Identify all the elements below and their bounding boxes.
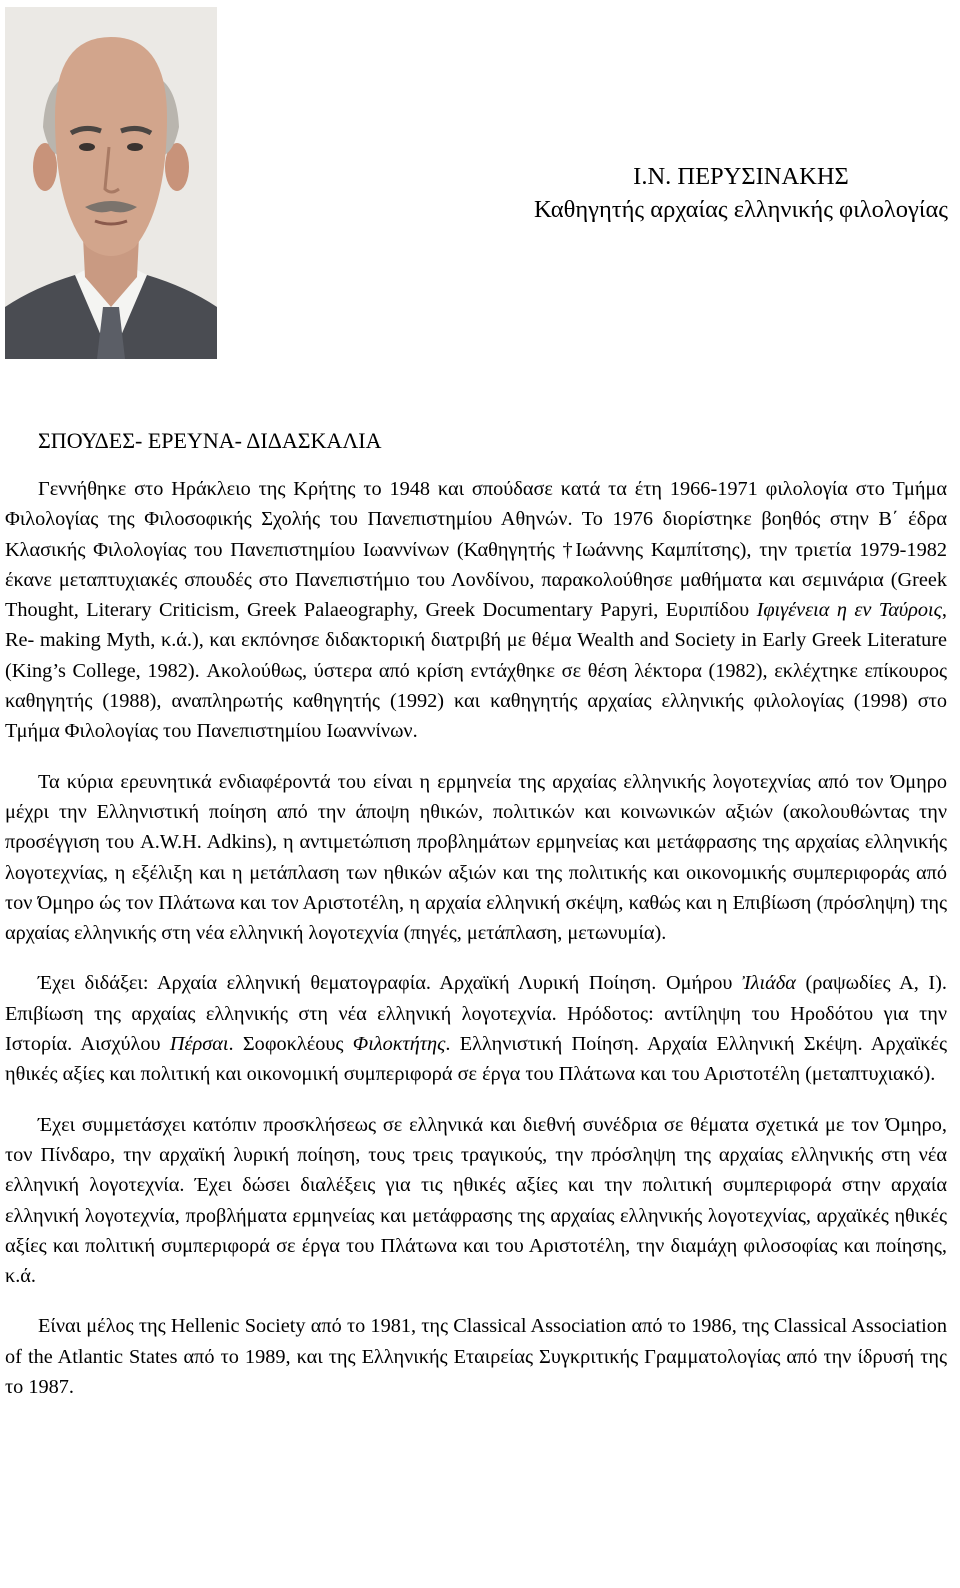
- paragraph-conferences: Έχει συμμετάσχει κατόπιν προσκλήσεως σε ελληνικά και διεθνή συνέδρια σε θέματα σχετικά με τον Όμηρο, τον Πίνδαρο, την αρχαϊκή λυρική ποίηση, τους τρεις τραγικούς, την πρόσληψη της αρχαίας ελληνικής στη νέα ελληνική λογοτεχνία. Έχει δώσει διαλέξεις για τις ηθικές αξίες και την πολιτική συμπεριφορά στην αρχαία ελληνική λογοτεχνία, προβλήματα ερμηνείας και μετάφρασης της αρχαίας ελληνικής λογοτεχνίας, αρχαϊκές ηθικές αξίες και πολιτική συμπεριφορά σε έργα του Πλάτωνα και του Αριστοτέλη, την διαμάχη φιλοσοφίας και ποίησης, κ.ά.: [5, 1113, 947, 1288]
- paragraph-studies: [5, 474, 947, 747]
- paragraph-text: (ραψωδίες Α, Ι). Επιβίωση της αρχαίας ελληνικής στη νέα ελληνική λογοτεχνία. Ηρόδοτος: αντίληψη του Ηροδότου για την Ιστορία. Αισχύλου: [5, 972, 947, 1056]
- work-title: Ἰλιάδα: [742, 972, 796, 995]
- paragraph-text: Γεννήθηκε στο Ηράκλειο της Κρήτης το 1948 και σπούδασε κατά τα έτη 1966-1971 φιλολογία στο Τμήμα Φιλολογίας της Φιλοσοφικής Σχολής του Πανεπιστημίου Αθηνών. Το 1976 διορίστηκε βοηθός στην Β΄ έδρα Κλασικής Φιλολογίας του Πανεπιστημίου Ιωαννίνων (Καθηγητής †Ιωάννης Καμπίτσης), την τριετία 1979-1982 έκανε μεταπτυχιακές σπουδές στο Πανεπιστήμιο του Λονδίνου, παρακολούθησε μαθήματα και σεμινάρια (Greek Thought, Literary Criticism, Greek Palaeography, Greek Documentary Papyri, Ευριπίδου: [5, 478, 947, 622]
- paragraph-teaching: [5, 968, 947, 1089]
- work-title: Πέρσαι: [169, 1033, 229, 1056]
- name-title-block: [534, 160, 948, 226]
- portrait-photo: [5, 7, 217, 359]
- section-heading: ΣΠΟΥΔΕΣ- ΕΡΕΥΝΑ- ΔΙΔΑΣΚΑΛΙΑ: [38, 428, 382, 453]
- biography-body: [5, 474, 947, 1422]
- paragraph-text: . Ελληνιστική Ποίηση. Αρχαία Ελληνική Σκέψη. Αρχαϊκές ηθικές αξίες και πολιτική και οικονομική συμπεριφορά σε έργα του Πλάτωνα και του Αριστοτέλη (μεταπτυχιακό).: [5, 1033, 947, 1086]
- paragraph-text: Έχει διδάξει: Αρχαία ελληνική θεματογραφία. Αρχαϊκή Λυρική Ποίηση. Ομήρου: [38, 972, 742, 995]
- paragraph-memberships: Είναι μέλος της Hellenic Society από το 1981, της Classical Association από το 1986, της Classical Association of the Atlantic States από το 1989, και της Ελληνικής Εταιρείας Συγκριτικής Γραμματολογίας από την ίδρυσή της το 1987.: [5, 1315, 947, 1399]
- person-name: Ι.Ν. ΠΕΡΥΣΙΝΑΚΗΣ: [633, 163, 849, 190]
- person-position: Καθηγητής αρχαίας ελληνικής φιλολογίας: [533, 196, 948, 223]
- portrait-illustration: [5, 7, 217, 359]
- paragraph-text: . Σοφοκλέους: [228, 1033, 353, 1056]
- paragraph-text: , Re- making Myth, κ.ά.), και εκπόνησε διδακτορική διατριβή με θέμα Wealth and Society in Early Greek Literature (King’s College, 1982). Ακολούθως, ύστερα από κρίση εντάχθηκε σε θέση λέκτορα (1982), εκλέχτηκε επίκουρος καθηγητής (1988), αναπληρωτής καθηγητής (1992) και καθηγητής αρχαίας ελληνικής φιλολογίας (1998) στο Τμήμα Φιλολογίας του Πανεπιστημίου Ιωαννίνων.: [5, 599, 947, 743]
- paragraph-research: Τα κύρια ερευνητικά ενδιαφέροντά του είναι η ερμηνεία της αρχαίας ελληνικής λογοτεχνίας από τον Όμηρο μέχρι την Ελληνιστική ποίηση από την άποψη ηθικών, πολιτικών και κοινωνικών αξιών (ακολουθώντας την προσέγγιση του A.W.H. Adkins), η αντιμετώπιση προβλημάτων ερμηνείας και μετάφρασης της αρχαίας ελληνικής λογοτεχνίας, η εξέλιξη και η μετάπλαση των ηθικών αξιών και της πολιτικής και οικονομικής συμπεριφοράς από τον Όμηρο ώς τον Πλάτωνα και τον Αριστοτέλη, η αρχαία ελληνική σκέψη, καθώς και η Επιβίωση (πρόσληψη) της αρχαίας ελληνικής στη νέα ελληνική λογοτεχνία (πηγές, μετάπλαση, μετωνυμία).: [5, 770, 947, 945]
- work-title: Φιλοκτήτης: [352, 1033, 446, 1056]
- work-title: Ιφιγένεια η εν Ταύροις: [756, 599, 942, 622]
